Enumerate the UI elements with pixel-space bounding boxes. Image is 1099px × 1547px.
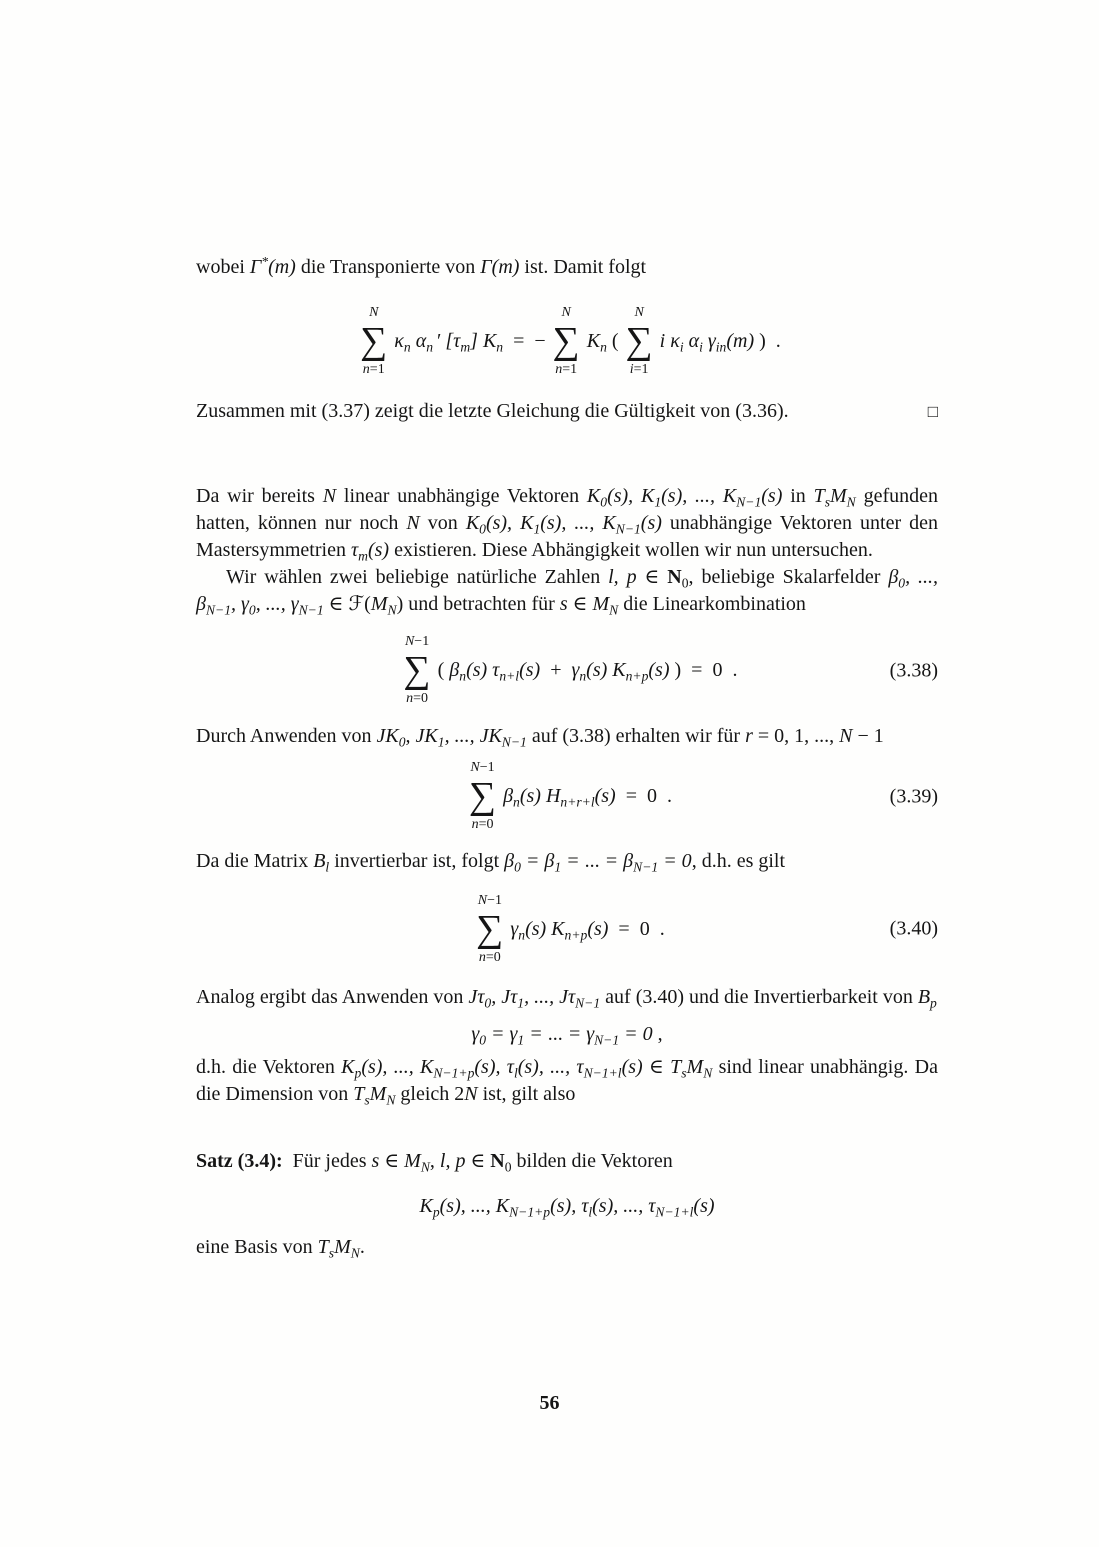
sum-upper-limit: N: [634, 305, 644, 320]
equation-number: (3.40): [889, 917, 938, 940]
equation-number: (3.38): [889, 659, 938, 682]
sigma-symbol: ∑: [625, 320, 653, 363]
sum-upper-limit: N−1: [404, 634, 430, 650]
summation: [476, 893, 503, 966]
sentence: Zusammen mit (3.37) zeigt die letzte Gleichung die Gültigkeit von (3.36).: [196, 400, 789, 423]
equation-satz-vectors: $K_p(s)$, ..., $K_{N-1+p}(s)$, $\tau_l(s)$, ..., $\tau_{N-1+l}(s)$: [419, 1194, 715, 1220]
equation-display-340: [196, 893, 938, 966]
equation-segment: $\kappa_n$ $\alpha_n$ ′ $[\tau_m]$ $K_n$ = −: [394, 330, 546, 355]
sum-upper-limit: N−1: [470, 760, 495, 776]
equation-number: (3.39): [889, 785, 938, 808]
sum-upper-limit: N−1: [477, 892, 502, 908]
sigma-symbol: ∑: [468, 775, 497, 818]
paragraph-eine-basis: eine Basis von $T_sM_N$.: [196, 1235, 365, 1261]
sum-lower-limit: i=1: [629, 362, 649, 378]
summation: [404, 634, 431, 707]
equation-display-339: [196, 760, 938, 833]
page-content: [196, 254, 938, 1261]
equation-segment: $\gamma_n(s)$ $K_{n+p}(s)$ = 0 .: [510, 917, 665, 942]
equation-segment: $\beta_n(s)$ $H_{n+r+l}(s)$ = 0 .: [503, 785, 672, 810]
sum-lower-limit: n=0: [478, 949, 501, 965]
sum-upper-limit: N: [561, 305, 571, 320]
paragraph-da-die-matrix: Da die Matrix $B_l$ invertierbar ist, folgt $\beta_0 = \beta_1$ = ... = $\beta_{N-1} = 0$, d.h. es gilt: [196, 849, 786, 874]
sum-lower-limit: n=1: [555, 362, 578, 378]
sum-lower-limit: n=0: [406, 691, 429, 707]
equation-gamma-chain: $\gamma_0 = \gamma_1$ = ... = $\gamma_{N-1} = 0$ ,: [471, 1022, 663, 1048]
sigma-symbol: ∑: [403, 649, 431, 692]
paragraph-zusammen: [196, 398, 938, 425]
satz-label: Satz (3.4):: [196, 1149, 283, 1172]
sum-lower-limit: n=0: [471, 817, 494, 833]
paragraph-da-wir-bereits: Da wir bereits N linear unabhängige Vektoren $K_0(s)$, $K_1(s)$, ..., $K_{N-1}(s)$ in $T_sM_N$ gefunden hatten, können nur noch N von $K_0(s)$, $K_1(s)$, ..., $K_{N-1}(s)$ unabhängige Vektoren unter den Mastersymmetrien $\tau_m(s)$ existieren. Diese Abhängigkeit wollen wir nun untersuchen.: [196, 485, 939, 564]
paragraph-dh-die-vektoren: d.h. die Vektoren $K_p(s)$, ..., $K_{N-1+p}(s)$, $\tau_l(s)$, ..., $\tau_{N-1+l}(s)$ ∈ $T_sM_N$ sind linear unabhängig. Da die Dimension von $T_sM_N$ gleich 2N ist, gilt also: [196, 1055, 938, 1108]
summation-3: [626, 305, 653, 378]
equation-segment: ( $\beta_n(s)$ $\tau_{n+l}(s)$ + $\gamma_n(s)$ $K_{n+p}(s)$ ) = 0 .: [437, 659, 738, 684]
equation-segment: i $\kappa_i$ $\alpha_i$ $\gamma_{in}(m)$ ) .: [659, 330, 781, 355]
paragraph-wir-waehlen: Wir wählen zwei beliebige natürliche Zahlen l, p ∈ $N_0$, beliebige Skalarfelder $\beta_0$, ..., $\beta_{N-1}$, $\gamma_0$, ..., $\gamma_{N-1}$ ∈ $ℱ(M_N)$ und betrachten für s ∈ $M_N$ die Linearkombination: [196, 566, 938, 618]
equation-display-1: [196, 305, 938, 378]
equation-display-338: [196, 634, 938, 707]
paragraph-satz-34: [196, 1148, 938, 1175]
sum-upper-limit: N: [369, 305, 379, 320]
satz-text: Für jedes s ∈ $M_N$, l, p ∈ $N_0$ bilden die Vektoren: [282, 1149, 673, 1175]
summation: [469, 760, 496, 833]
paragraph-wobei: wobei Γ*(m) die Transponierte von Γ(m) ist. Damit folgt: [196, 254, 647, 278]
sum-lower-limit: n=1: [362, 362, 385, 378]
paragraph-analog-ergibt: Analog ergibt das Anwenden von $J\tau_0$, $J\tau_1$, ..., $J\tau_{N-1}$ auf (3.40) und die Invertierbarkeit von $B_p$: [196, 985, 937, 1011]
paragraph-durch-anwenden: Durch Anwenden von $JK_0$, $JK_1$, ..., $JK_{N-1}$ auf (3.38) erhalten wir für r = 0, 1, ..., N − 1: [196, 725, 884, 750]
summation-1: [360, 305, 387, 378]
equation-segment: $K_n$ (: [586, 330, 619, 355]
sigma-symbol: ∑: [552, 320, 580, 363]
sigma-symbol: ∑: [360, 320, 388, 363]
qed-symbol: □: [927, 402, 938, 422]
summation-2: [553, 305, 580, 378]
sigma-symbol: ∑: [476, 907, 504, 950]
page-number: 56: [539, 1392, 560, 1414]
